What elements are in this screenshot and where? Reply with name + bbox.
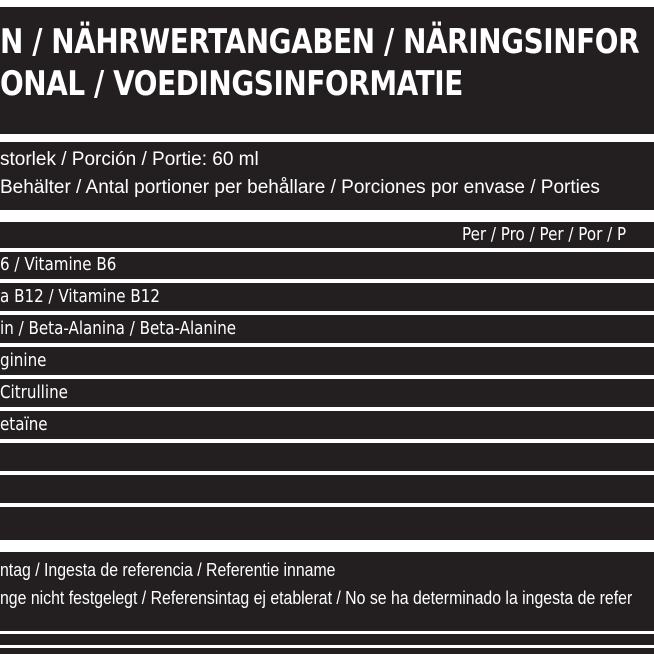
table-bottom-rule — [0, 540, 654, 552]
nutrient-row-vitamin-b6: 6 / Vitamine B6 — [0, 254, 117, 275]
row-divider — [0, 375, 654, 379]
column-header: Per / Pro / Per / Por / P — [462, 224, 627, 245]
nutrient-row-vitamin-b12: a B12 / Vitamine B12 — [0, 286, 161, 307]
nutrient-row-betaine: etaïne — [0, 414, 48, 435]
nutrient-row-beta-alanine: in / Beta-Alanina / Beta-Alanine — [0, 318, 237, 339]
panel-title-line-2: ONAL / VOEDINGSINFORMATIE — [0, 64, 463, 104]
panel-title-line-1: N / NÄHRWERTANGABEN / NÄRINGSINFOR — [0, 22, 640, 62]
row-divider — [0, 471, 654, 475]
serving-size: storlek / Porción / Portie: 60 ml — [0, 149, 259, 170]
table-top-rule — [0, 210, 654, 222]
top-rule — [0, 0, 654, 7]
reference-intake-note: ntag / Ingesta de referencia / Referentie inname — [0, 560, 336, 580]
servings-per-container: Behälter / Antal portioner per behållare / Porciones por envase / Porties — [0, 177, 600, 198]
bottom-rule — [0, 645, 654, 648]
row-divider — [0, 503, 654, 507]
row-divider — [0, 311, 654, 315]
row-divider — [0, 279, 654, 283]
row-divider — [0, 343, 654, 347]
nutrient-row-citrulline: Citrulline — [0, 382, 68, 403]
heading-separator — [0, 134, 654, 142]
nutrient-row-arginine: ginine — [0, 350, 47, 371]
row-divider — [0, 407, 654, 411]
row-divider — [0, 248, 654, 252]
row-divider — [0, 439, 654, 443]
bottom-rule — [0, 631, 654, 634]
reference-intake-disclaimer: nge nicht festgelegt / Referensintag ej etablerat / No se ha determinado la ingesta de refer — [0, 588, 633, 608]
